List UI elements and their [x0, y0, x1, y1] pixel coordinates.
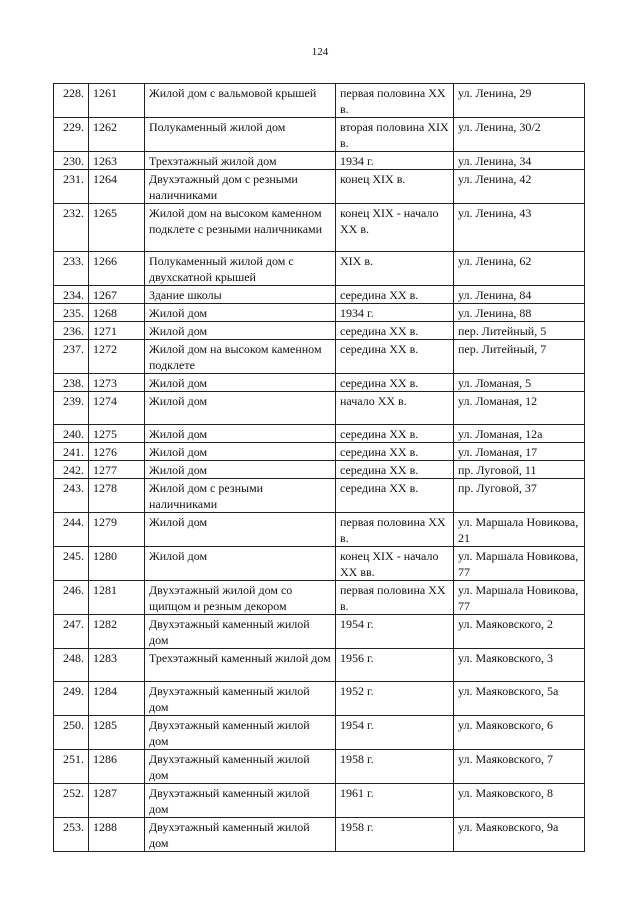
object-name: Жилой дом [145, 374, 336, 392]
object-name: Полукаменный жилой дом с двухскатной крышей [145, 252, 336, 286]
object-id: 1268 [89, 304, 145, 322]
object-address: ул. Маяковского, 2 [454, 615, 585, 649]
object-date: конец XIX в. [336, 170, 454, 204]
table-row [54, 682, 585, 716]
row-number: 236. [54, 322, 89, 340]
object-date: 1961 г. [336, 784, 454, 818]
object-address: ул. Ленина, 34 [454, 152, 585, 170]
row-number: 249. [54, 682, 89, 716]
row-number: 237. [54, 340, 89, 374]
object-address: ул. Ломаная, 17 [454, 443, 585, 461]
object-id: 1281 [89, 581, 145, 615]
heritage-registry-table [53, 83, 585, 852]
object-id: 1279 [89, 513, 145, 547]
table-row [54, 615, 585, 649]
table-row [54, 513, 585, 547]
object-date: XIX в. [336, 252, 454, 286]
table-row [54, 547, 585, 581]
object-name: Жилой дом [145, 425, 336, 443]
object-name: Жилой дом с резными наличниками [145, 479, 336, 513]
object-id: 1271 [89, 322, 145, 340]
object-address: пр. Луговой, 37 [454, 479, 585, 513]
object-id: 1285 [89, 716, 145, 750]
object-name: Жилой дом [145, 322, 336, 340]
row-number: 242. [54, 461, 89, 479]
object-id: 1266 [89, 252, 145, 286]
object-name: Жилой дом [145, 392, 336, 425]
object-address: ул. Маяковского, 5а [454, 682, 585, 716]
object-name: Жилой дом [145, 304, 336, 322]
object-address: ул. Маршала Новикова, 21 [454, 513, 585, 547]
object-id: 1284 [89, 682, 145, 716]
object-date: конец XIX - начало XX в. [336, 204, 454, 252]
row-number: 234. [54, 286, 89, 304]
object-id: 1275 [89, 425, 145, 443]
object-address: ул. Ломаная, 12а [454, 425, 585, 443]
object-date: середина XX в. [336, 443, 454, 461]
table-row [54, 322, 585, 340]
object-name: Жилой дом [145, 443, 336, 461]
table-row [54, 204, 585, 252]
object-name: Жилой дом [145, 513, 336, 547]
object-name: Полукаменный жилой дом [145, 118, 336, 152]
object-date: 1934 г. [336, 152, 454, 170]
object-name: Трехэтажный каменный жилой дом [145, 649, 336, 682]
object-name: Двухэтажный жилой дом со щипцом и резным декором [145, 581, 336, 615]
row-number: 253. [54, 818, 89, 852]
object-address: ул. Маяковского, 9а [454, 818, 585, 852]
table-row [54, 170, 585, 204]
table-row [54, 392, 585, 425]
object-id: 1277 [89, 461, 145, 479]
table-row [54, 750, 585, 784]
row-number: 231. [54, 170, 89, 204]
object-name: Двухэтажный каменный жилой дом [145, 750, 336, 784]
object-date: середина XX в. [336, 374, 454, 392]
object-date: середина XX в. [336, 340, 454, 374]
object-date: 1952 г. [336, 682, 454, 716]
object-date: 1956 г. [336, 649, 454, 682]
row-number: 247. [54, 615, 89, 649]
object-id: 1263 [89, 152, 145, 170]
row-number: 228. [54, 84, 89, 118]
object-address: ул. Ленина, 43 [454, 204, 585, 252]
object-address: ул. Маршала Новикова, 77 [454, 547, 585, 581]
object-id: 1282 [89, 615, 145, 649]
object-address: пр. Луговой, 11 [454, 461, 585, 479]
object-date: первая половина XX в. [336, 513, 454, 547]
object-name: Здание школы [145, 286, 336, 304]
object-address: ул. Ленина, 62 [454, 252, 585, 286]
object-id: 1274 [89, 392, 145, 425]
object-date: середина XX в. [336, 461, 454, 479]
object-date: 1954 г. [336, 615, 454, 649]
object-address: пер. Литейный, 7 [454, 340, 585, 374]
table-row [54, 818, 585, 852]
row-number: 250. [54, 716, 89, 750]
object-address: ул. Ленина, 84 [454, 286, 585, 304]
table-row [54, 118, 585, 152]
row-number: 239. [54, 392, 89, 425]
object-name: Жилой дом на высоком каменном подклете с резными наличниками [145, 204, 336, 252]
table-row [54, 581, 585, 615]
row-number: 248. [54, 649, 89, 682]
object-id: 1286 [89, 750, 145, 784]
object-name: Двухэтажный каменный жилой дом [145, 716, 336, 750]
row-number: 252. [54, 784, 89, 818]
object-date: начало XX в. [336, 392, 454, 425]
object-date: 1934 г. [336, 304, 454, 322]
table-row [54, 443, 585, 461]
object-id: 1264 [89, 170, 145, 204]
object-address: ул. Маршала Новикова, 77 [454, 581, 585, 615]
object-address: ул. Ленина, 88 [454, 304, 585, 322]
object-address: ул. Ломаная, 5 [454, 374, 585, 392]
object-address: ул. Маяковского, 3 [454, 649, 585, 682]
page-number: 124 [311, 46, 329, 58]
object-name: Жилой дом с вальмовой крышей [145, 84, 336, 118]
object-id: 1280 [89, 547, 145, 581]
object-id: 1272 [89, 340, 145, 374]
object-id: 1283 [89, 649, 145, 682]
object-address: ул. Маяковского, 6 [454, 716, 585, 750]
object-name: Жилой дом на высоком каменном подклете [145, 340, 336, 374]
object-name: Двухэтажный каменный жилой дом [145, 615, 336, 649]
table-row [54, 425, 585, 443]
table-row [54, 374, 585, 392]
table-row [54, 340, 585, 374]
object-date: первая половина XX в. [336, 84, 454, 118]
table-row [54, 304, 585, 322]
row-number: 240. [54, 425, 89, 443]
row-number: 243. [54, 479, 89, 513]
object-date: первая половина XX в. [336, 581, 454, 615]
object-id: 1261 [89, 84, 145, 118]
table-row [54, 252, 585, 286]
object-address: ул. Ленина, 42 [454, 170, 585, 204]
object-id: 1288 [89, 818, 145, 852]
table-row [54, 84, 585, 118]
object-date: середина XX в. [336, 286, 454, 304]
object-date: середина XX в. [336, 425, 454, 443]
object-id: 1273 [89, 374, 145, 392]
object-name: Двухэтажный дом с резными наличниками [145, 170, 336, 204]
object-date: 1958 г. [336, 750, 454, 784]
object-name: Двухэтажный каменный жилой дом [145, 682, 336, 716]
object-date: вторая половина XIX в. [336, 118, 454, 152]
object-name: Жилой дом [145, 547, 336, 581]
object-id: 1262 [89, 118, 145, 152]
table-body [54, 84, 585, 852]
object-id: 1287 [89, 784, 145, 818]
object-id: 1276 [89, 443, 145, 461]
row-number: 232. [54, 204, 89, 252]
object-date: конец XIX - начало XX вв. [336, 547, 454, 581]
object-address: пер. Литейный, 5 [454, 322, 585, 340]
object-address: ул. Маяковского, 7 [454, 750, 585, 784]
table-row [54, 716, 585, 750]
table-row [54, 784, 585, 818]
row-number: 230. [54, 152, 89, 170]
object-address: ул. Ленина, 29 [454, 84, 585, 118]
row-number: 235. [54, 304, 89, 322]
row-number: 244. [54, 513, 89, 547]
row-number: 245. [54, 547, 89, 581]
object-date: 1958 г. [336, 818, 454, 852]
row-number: 241. [54, 443, 89, 461]
table-row [54, 479, 585, 513]
object-name: Двухэтажный каменный жилой дом [145, 818, 336, 852]
row-number: 251. [54, 750, 89, 784]
row-number: 246. [54, 581, 89, 615]
object-id: 1267 [89, 286, 145, 304]
table-row [54, 649, 585, 682]
row-number: 229. [54, 118, 89, 152]
row-number: 238. [54, 374, 89, 392]
table-row [54, 286, 585, 304]
object-id: 1265 [89, 204, 145, 252]
object-date: середина XX в. [336, 479, 454, 513]
object-id: 1278 [89, 479, 145, 513]
object-name: Двухэтажный каменный жилой дом [145, 784, 336, 818]
object-name: Жилой дом [145, 461, 336, 479]
row-number: 233. [54, 252, 89, 286]
object-date: 1954 г. [336, 716, 454, 750]
object-name: Трехэтажный жилой дом [145, 152, 336, 170]
object-address: ул. Ленина, 30/2 [454, 118, 585, 152]
object-address: ул. Маяковского, 8 [454, 784, 585, 818]
object-date: середина XX в. [336, 322, 454, 340]
object-address: ул. Ломаная, 12 [454, 392, 585, 425]
table-row [54, 152, 585, 170]
table-row [54, 461, 585, 479]
